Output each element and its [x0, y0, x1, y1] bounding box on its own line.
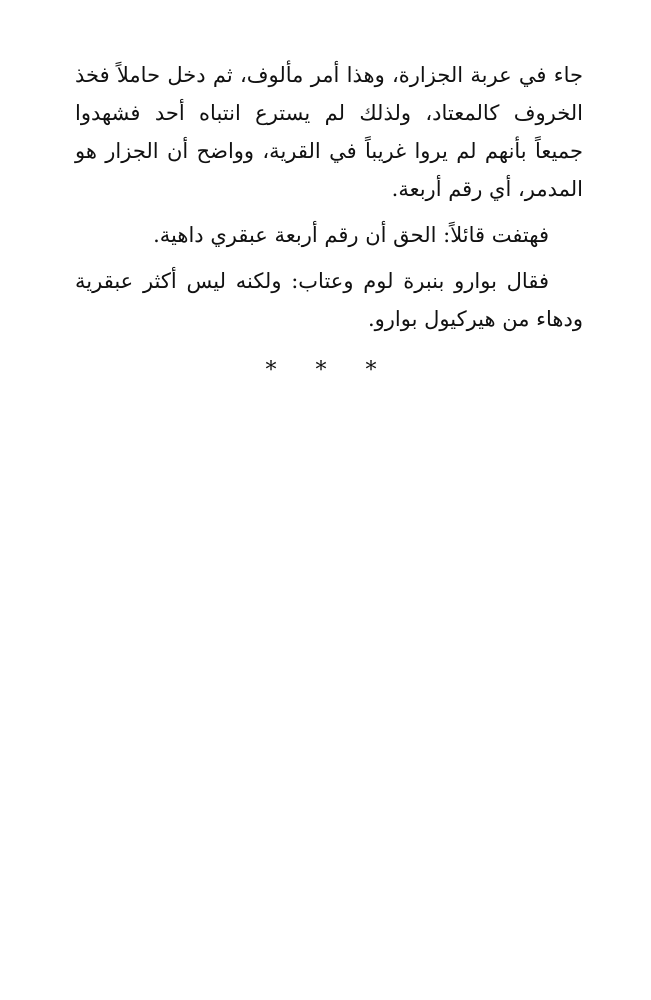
paragraph-1: جاء في عربة الجزارة، وهذا أمر مألوف، ثم دخل حاملاً فخذ الخروف كالمعتاد، ولذلك لم يسترع انتباه أحد فشهدوا جميعاً بأنهم لم يروا غريباً في القرية، وواضح أن الجزار هو المدمر، أي رقم أربعة.: [75, 63, 583, 201]
paragraph-2: فهتفت قائلاً: الحق أن رقم أربعة عبقري داهية.: [153, 223, 549, 247]
page-body: [75, 56, 583, 390]
section-separator: * * *: [265, 358, 393, 383]
paragraph-3: فقال بوارو بنبرة لوم وعتاب: ولكنه ليس أكثر عبقرية ودهاء من هيركيول بوارو.: [75, 269, 583, 331]
